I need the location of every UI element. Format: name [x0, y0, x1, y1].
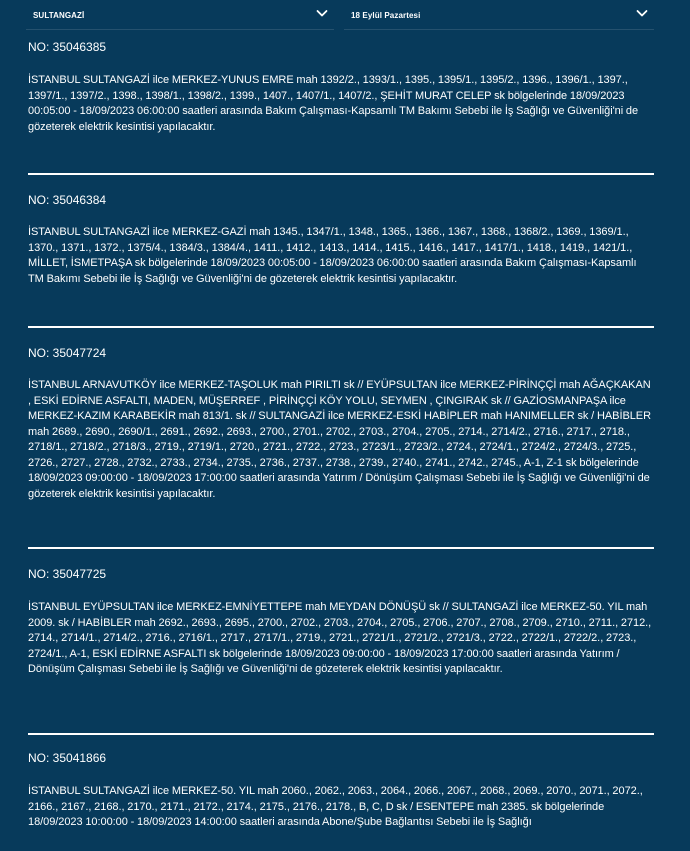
date-select[interactable]: [344, 4, 654, 30]
record-number: NO: 35047725: [28, 567, 107, 581]
filter-bar: [0, 0, 690, 36]
district-select[interactable]: [26, 4, 334, 30]
outage-record: [28, 36, 654, 175]
record-number: NO: 35041866: [28, 751, 107, 765]
outage-record: [28, 549, 654, 735]
record-description: İSTANBUL EYÜPSULTAN ilce MERKEZ-EMNİYETTEPE mah MEYDAN DÖNÜŞÜ sk // SULTANGAZİ ilce MERKEZ-50. YIL mah 2009. sk / HABİBLER mah 2692., 2693., 2695., 2700., 2702., 2703., 2704., 2705., 2706., 2707., 2708., 2709., 2710., 2711., 2712., 2714., 2714/1., 2714/2., 2716., 2716/1., 2717., 2717/1., 2719., 2721., 2721/1., 2721/2., 2721/3., 2722., 2722/1., 2722/2., 2723., 2724/1., A-1, ESKİ EDİRNE ASFALTI sk bölgelerinde 18/09/2023 09:00:00 - 18/09/2023 17:00:00 saatleri arasında Yatırım / Dönüşüm Çalışması Sebebi ile İş Sağlığı ve Güvenliği'ni de gözeterek elektrik kesintisi yapılacaktır.: [28, 601, 652, 675]
outage-record: [28, 175, 654, 328]
date-select-value: 18 Eylül Pazartesi: [351, 11, 421, 20]
record-description: İSTANBUL SULTANGAZİ ilce MERKEZ-GAZİ mah 1345., 1347/1., 1348., 1365., 1366., 1367., 1368., 1368/2., 1369., 1369/1., 1370., 1371., 1372., 1375/4., 1384/3., 1384/4., 1411., 1412., 1413., 1414., 1415., 1416., 1417., 1417/1., 1418., 1419., 1421/1., MİLLET, İSMETPAŞA sk bölgelerinde 18/09/2023 00:05:00 - 18/09/2023 06:00:00 saatleri arasında Bakım Çalışması-Kapsamlı TM Bakımı Sebebi ile İş Sağlığı ve Güvenliği'ni de gözeterek elektrik kesintisi yapılacaktır.: [28, 226, 637, 285]
record-number: NO: 35046385: [28, 40, 107, 54]
outage-record: [28, 735, 654, 851]
chevron-down-icon[interactable]: [636, 8, 648, 18]
chevron-down-icon[interactable]: [316, 8, 328, 18]
record-description: İSTANBUL SULTANGAZİ ilce MERKEZ-50. YIL mah 2060., 2062., 2063., 2064., 2066., 2067., 2068., 2069., 2070., 2071., 2072., 2166., 2167., 2168., 2170., 2171., 2172., 2174., 2175., 2176., 2178., B, C, D sk / ESENTEPE mah 2385. sk bölgelerinde 18/09/2023 10:00:00 - 18/09/2023 14:00:00 saatleri arasında Abone/Şube Bağlantısı Sebebi ile İş Sağlığı: [28, 785, 643, 828]
record-description: İSTANBUL SULTANGAZİ ilce MERKEZ-YUNUS EMRE mah 1392/2., 1393/1., 1395., 1395/1., 1395/2., 1396., 1396/1., 1397., 1397/1., 1397/2., 1398., 1398/1., 1398/2., 1399., 1407., 1407/1., 1407/2., ŞEHİT MURAT CELEP sk bölgelerinde 18/09/2023 00:05:00 - 18/09/2023 06:00:00 saatleri arasında Bakım Çalışması-Kapsamlı TM Bakımı Sebebi ile İş Sağlığı ve Güvenliği'ni de gözeterek elektrik kesintisi yapılacaktır.: [28, 74, 639, 133]
record-description: İSTANBUL ARNAVUTKÖY ilce MERKEZ-TAŞOLUK mah PIRILTI sk // EYÜPSULTAN ilce MERKEZ-PİRİNÇÇİ mah AĞAÇKAKAN , ESKİ EDİRNE ASFALTI, MADEN, MÜŞERREF , PİRİNÇÇİ KÖY YOLU, SEYMEN , ÇINGIRAK sk // GAZİOSMANPAŞA ilce MERKEZ-KAZIM KARABEKİR mah 813/1. sk // SULTANGAZİ ilce MERKEZ-ESKİ HABİPLER mah HANIMELLER sk / HABİBLER mah 2689., 2690., 2690/1., 2691., 2692., 2693., 2700., 2701., 2702., 2703., 2704., 2705., 2714., 2714/2., 2716., 2717., 2718., 2718/1., 2718/2., 2718/3., 2719., 2719/1., 2720., 2721., 2722., 2723., 2723/1., 2723/2., 2724., 2724/1., 2724/2., 2724/3., 2725., 2726., 2727., 2728., 2732., 2733., 2734., 2735., 2736., 2737., 2738., 2739., 2740., 2741., 2742., 2745., A-1, Z-1 sk bölgelerinde 18/09/2023 09:00:00 - 18/09/2023 17:00:00 saatleri arasında Yatırım / Dönüşüm Çalışması Sebebi ile İş Sağlığı ve Güvenliği'ni de gözeterek elektrik kesintisi yapılacaktır.: [28, 379, 651, 500]
record-number: NO: 35047724: [28, 346, 107, 360]
district-select-value: SULTANGAZİ: [33, 11, 85, 20]
outage-record: [28, 328, 654, 549]
outage-list: [28, 36, 654, 851]
record-number: NO: 35046384: [28, 193, 107, 207]
